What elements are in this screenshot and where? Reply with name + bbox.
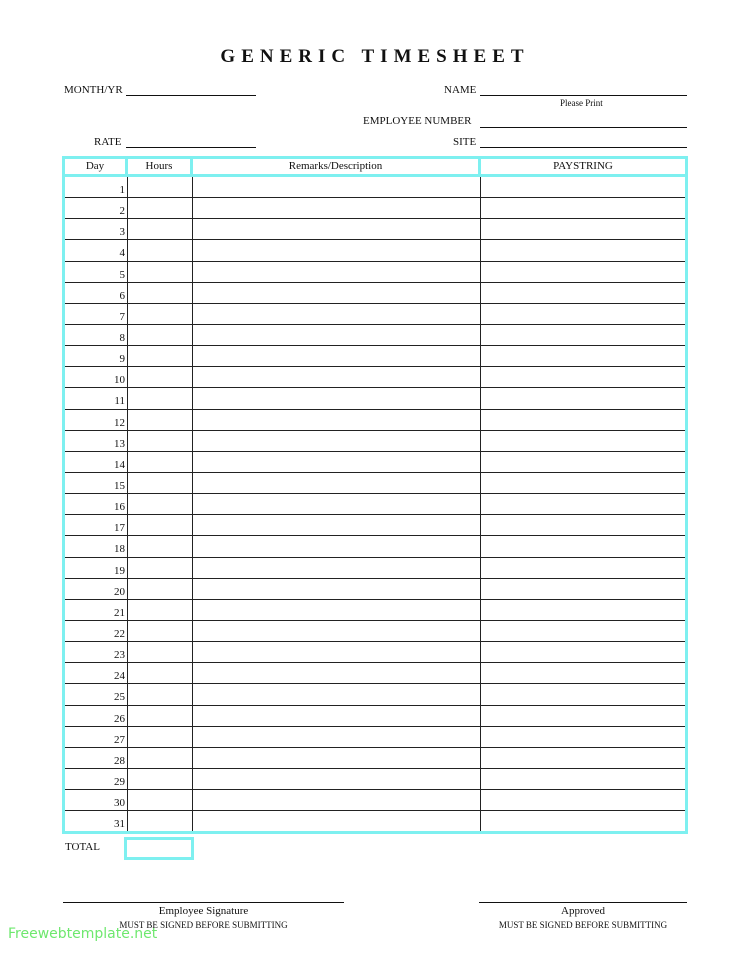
approved-note: MUST BE SIGNED BEFORE SUBMITTING: [498, 920, 668, 930]
table-row: [65, 430, 685, 451]
hours-cell[interactable]: [128, 177, 193, 197]
paystring-cell[interactable]: [481, 494, 685, 514]
remarks-cell[interactable]: [193, 684, 481, 704]
day-cell: 8: [65, 325, 128, 345]
day-cell: 28: [65, 748, 128, 768]
table-row: [65, 768, 685, 789]
hours-cell[interactable]: [128, 325, 193, 345]
remarks-cell[interactable]: [193, 769, 481, 789]
day-cell: 26: [65, 706, 128, 726]
day-cell: 21: [65, 600, 128, 620]
day-cell: 6: [65, 283, 128, 303]
paystring-cell[interactable]: [481, 219, 685, 239]
remarks-cell[interactable]: [193, 642, 481, 662]
remarks-cell[interactable]: [193, 748, 481, 768]
paystring-cell[interactable]: [481, 579, 685, 599]
paystring-cell[interactable]: [481, 177, 685, 197]
day-cell: 31: [65, 811, 128, 831]
paystring-cell[interactable]: [481, 727, 685, 747]
table-row: [65, 387, 685, 408]
day-cell: 14: [65, 452, 128, 472]
total-hours-field[interactable]: [124, 837, 194, 860]
table-row: [65, 472, 685, 493]
day-cell: 17: [65, 515, 128, 535]
hours-cell[interactable]: [128, 706, 193, 726]
hours-cell[interactable]: [128, 262, 193, 282]
hours-cell[interactable]: [128, 579, 193, 599]
day-cell: 23: [65, 642, 128, 662]
paystring-cell[interactable]: [481, 304, 685, 324]
table-row: [65, 366, 685, 387]
table-header: [65, 159, 685, 177]
employee-signature-line[interactable]: [63, 902, 344, 903]
rate-label: RATE: [94, 136, 122, 148]
day-cell: 30: [65, 790, 128, 810]
paystring-cell[interactable]: [481, 621, 685, 641]
paystring-cell[interactable]: [481, 811, 685, 831]
paystring-cell[interactable]: [481, 663, 685, 683]
paystring-cell[interactable]: [481, 600, 685, 620]
paystring-cell[interactable]: [481, 473, 685, 493]
hours-cell[interactable]: [128, 346, 193, 366]
day-cell: 4: [65, 240, 128, 260]
table-row: [65, 345, 685, 366]
paystring-cell[interactable]: [481, 748, 685, 768]
remarks-cell[interactable]: [193, 177, 481, 197]
paystring-cell[interactable]: [481, 240, 685, 260]
paystring-cell[interactable]: [481, 367, 685, 387]
paystring-cell[interactable]: [481, 515, 685, 535]
day-cell: 16: [65, 494, 128, 514]
table-row: [65, 662, 685, 683]
day-cell: 10: [65, 367, 128, 387]
name-field[interactable]: [480, 95, 687, 96]
hours-cell[interactable]: [128, 367, 193, 387]
remarks-cell[interactable]: [193, 367, 481, 387]
hours-cell[interactable]: [128, 621, 193, 641]
hours-cell[interactable]: [128, 388, 193, 408]
hours-cell[interactable]: [128, 684, 193, 704]
remarks-cell[interactable]: [193, 240, 481, 260]
day-cell: 5: [65, 262, 128, 282]
hours-cell[interactable]: [128, 558, 193, 578]
table-row: [65, 177, 685, 197]
header-day: Day: [65, 159, 128, 174]
header-hours: Hours: [128, 159, 193, 174]
table-row: [65, 705, 685, 726]
table-row: [65, 218, 685, 239]
paystring-cell[interactable]: [481, 706, 685, 726]
hours-cell[interactable]: [128, 642, 193, 662]
remarks-cell[interactable]: [193, 494, 481, 514]
remarks-cell[interactable]: [193, 579, 481, 599]
paystring-cell[interactable]: [481, 684, 685, 704]
remarks-cell[interactable]: [193, 727, 481, 747]
name-label: NAME: [444, 84, 477, 96]
paystring-cell[interactable]: [481, 198, 685, 218]
hours-cell[interactable]: [128, 600, 193, 620]
approved-label: Approved: [561, 905, 605, 917]
day-cell: 13: [65, 431, 128, 451]
remarks-cell[interactable]: [193, 452, 481, 472]
day-cell: 2: [65, 198, 128, 218]
hours-cell[interactable]: [128, 663, 193, 683]
employee-number-label: EMPLOYEE NUMBER: [363, 115, 472, 127]
hours-cell[interactable]: [128, 410, 193, 430]
paystring-cell[interactable]: [481, 642, 685, 662]
employee-signature-note: MUST BE SIGNED BEFORE SUBMITTING: [119, 920, 288, 930]
hours-cell[interactable]: [128, 494, 193, 514]
day-cell: 22: [65, 621, 128, 641]
total-label: TOTAL: [65, 841, 100, 853]
header-remarks: Remarks/Description: [193, 159, 481, 174]
paystring-cell[interactable]: [481, 769, 685, 789]
day-cell: 9: [65, 346, 128, 366]
remarks-cell[interactable]: [193, 663, 481, 683]
paystring-cell[interactable]: [481, 452, 685, 472]
table-row: [65, 557, 685, 578]
employee-signature-label: Employee Signature: [158, 905, 249, 917]
paystring-cell[interactable]: [481, 790, 685, 810]
remarks-cell[interactable]: [193, 790, 481, 810]
employee-number-field[interactable]: [480, 127, 687, 128]
approved-signature-line[interactable]: [479, 902, 687, 903]
day-cell: 19: [65, 558, 128, 578]
table-row: [65, 578, 685, 599]
hours-cell[interactable]: [128, 240, 193, 260]
site-field[interactable]: [480, 147, 687, 148]
hours-cell[interactable]: [128, 452, 193, 472]
remarks-cell[interactable]: [193, 325, 481, 345]
table-row: [65, 747, 685, 768]
table-row: [65, 239, 685, 260]
rate-field[interactable]: [126, 147, 256, 148]
table-row: [65, 409, 685, 430]
remarks-cell[interactable]: [193, 262, 481, 282]
remarks-cell[interactable]: [193, 621, 481, 641]
table-row: [65, 789, 685, 810]
hours-cell[interactable]: [128, 790, 193, 810]
remarks-cell[interactable]: [193, 473, 481, 493]
month-yr-field[interactable]: [126, 95, 256, 96]
table-row: [65, 810, 685, 831]
page-title: GENERIC TIMESHEET: [220, 46, 530, 67]
paystring-cell[interactable]: [481, 346, 685, 366]
hours-cell[interactable]: [128, 198, 193, 218]
remarks-cell[interactable]: [193, 388, 481, 408]
please-print-note: Please Print: [560, 98, 603, 108]
paystring-cell[interactable]: [481, 431, 685, 451]
watermark: Freewebtemplate.net: [8, 926, 158, 942]
paystring-cell[interactable]: [481, 536, 685, 556]
table-row: [65, 303, 685, 324]
day-cell: 20: [65, 579, 128, 599]
remarks-cell[interactable]: [193, 219, 481, 239]
table-row: [65, 620, 685, 641]
table-row: [65, 324, 685, 345]
hours-cell[interactable]: [128, 748, 193, 768]
table-row: [65, 493, 685, 514]
table-row: [65, 726, 685, 747]
hours-cell[interactable]: [128, 473, 193, 493]
remarks-cell[interactable]: [193, 536, 481, 556]
remarks-cell[interactable]: [193, 198, 481, 218]
paystring-cell[interactable]: [481, 262, 685, 282]
table-row: [65, 683, 685, 704]
remarks-cell[interactable]: [193, 346, 481, 366]
table-row: [65, 261, 685, 282]
month-yr-label: MONTH/YR: [64, 84, 123, 96]
table-row: [65, 599, 685, 620]
hours-cell[interactable]: [128, 219, 193, 239]
hours-cell[interactable]: [128, 283, 193, 303]
paystring-cell[interactable]: [481, 283, 685, 303]
table-row: [65, 282, 685, 303]
table-row: [65, 535, 685, 556]
day-cell: 18: [65, 536, 128, 556]
paystring-cell[interactable]: [481, 410, 685, 430]
table-row: [65, 451, 685, 472]
hours-cell[interactable]: [128, 515, 193, 535]
site-label: SITE: [453, 136, 477, 148]
day-cell: 7: [65, 304, 128, 324]
paystring-cell[interactable]: [481, 388, 685, 408]
day-cell: 15: [65, 473, 128, 493]
hours-cell[interactable]: [128, 727, 193, 747]
hours-cell[interactable]: [128, 769, 193, 789]
table-row: [65, 197, 685, 218]
remarks-cell[interactable]: [193, 600, 481, 620]
hours-cell[interactable]: [128, 811, 193, 831]
paystring-cell[interactable]: [481, 325, 685, 345]
day-cell: 12: [65, 410, 128, 430]
remarks-cell[interactable]: [193, 811, 481, 831]
remarks-cell[interactable]: [193, 515, 481, 535]
day-cell: 29: [65, 769, 128, 789]
remarks-cell[interactable]: [193, 283, 481, 303]
remarks-cell[interactable]: [193, 410, 481, 430]
timesheet-table: [62, 156, 688, 834]
header-paystring: PAYSTRING: [553, 160, 613, 172]
remarks-cell[interactable]: [193, 706, 481, 726]
remarks-cell[interactable]: [193, 304, 481, 324]
day-cell: 3: [65, 219, 128, 239]
day-cell: 1: [65, 177, 128, 197]
hours-cell[interactable]: [128, 536, 193, 556]
paystring-cell[interactable]: [481, 558, 685, 578]
remarks-cell[interactable]: [193, 431, 481, 451]
day-cell: 11: [65, 388, 128, 408]
hours-cell[interactable]: [128, 431, 193, 451]
day-cell: 25: [65, 684, 128, 704]
day-cell: 27: [65, 727, 128, 747]
table-row: [65, 641, 685, 662]
table-row: [65, 514, 685, 535]
day-cell: 24: [65, 663, 128, 683]
remarks-cell[interactable]: [193, 558, 481, 578]
hours-cell[interactable]: [128, 304, 193, 324]
